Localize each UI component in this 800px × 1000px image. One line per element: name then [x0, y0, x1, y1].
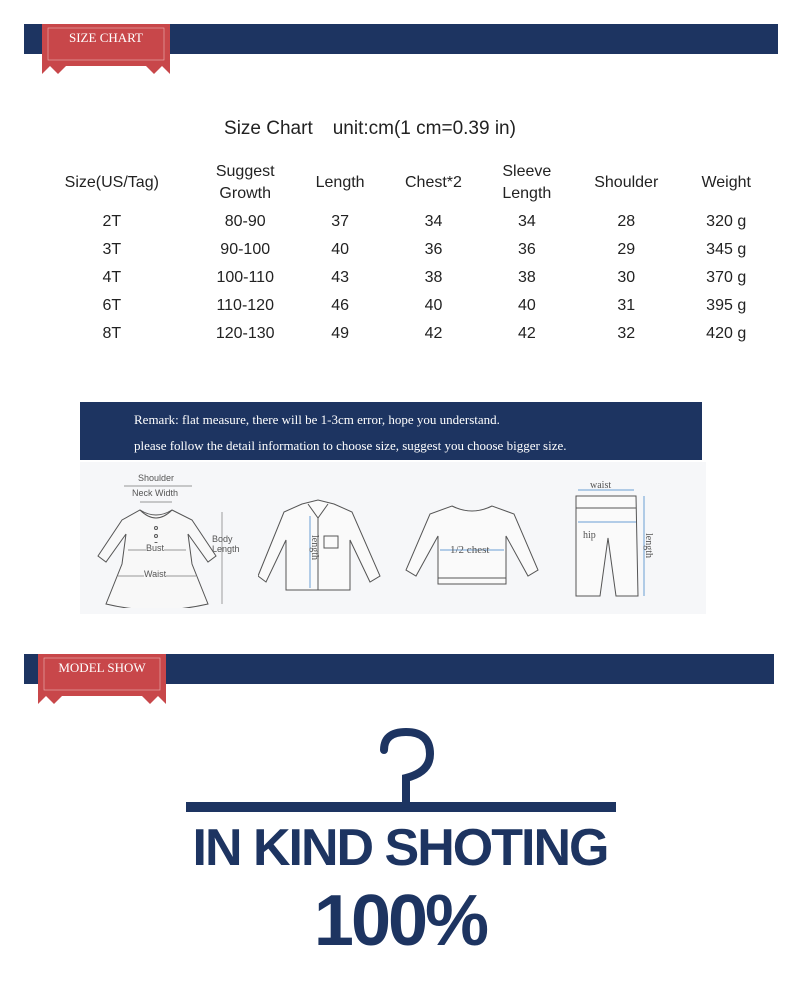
- size-table-cell: 30: [617, 269, 636, 286]
- pants-label-length: length: [643, 533, 654, 558]
- size-table-row: [30, 236, 770, 264]
- size-table-cell: 80-90: [224, 213, 266, 230]
- measurement-diagrams: [80, 462, 706, 614]
- dress-label-shoulder: Shoulder: [138, 473, 175, 483]
- pants-label-hip: hip: [583, 530, 596, 541]
- size-table-cell: 37: [331, 213, 349, 230]
- size-table: [30, 158, 770, 348]
- size-table-header-cell: Weight: [701, 174, 751, 191]
- size-table-cell: 345 g: [706, 241, 747, 258]
- hero-headline: IN KIND SHOTING: [192, 819, 608, 877]
- remark-line-2: please follow the detail information to choose size, suggest you choose bigger size.: [134, 438, 567, 453]
- size-table-cell: 40: [424, 297, 443, 314]
- size-table-row: [30, 292, 770, 320]
- dress-label-neck: Neck Width: [132, 488, 179, 498]
- size-table-cell: 38: [424, 269, 443, 286]
- size-table-cell: 120-130: [215, 325, 275, 342]
- chart-title-text: Size Chart: [224, 118, 313, 139]
- size-table-cell: 40: [331, 241, 349, 258]
- size-table-header-cell: Shoulder: [594, 174, 659, 191]
- remark-box: [80, 402, 702, 460]
- size-table-cell: 6T: [102, 297, 122, 314]
- size-table-cell: 370 g: [706, 269, 747, 286]
- size-table-cell: 2T: [102, 213, 122, 230]
- size-table-cell: 36: [517, 241, 536, 258]
- chart-title: [0, 118, 740, 140]
- size-table-cell: 49: [331, 325, 349, 342]
- dress-label-waist: Waist: [144, 569, 167, 579]
- dress-label-bust: Bust: [146, 543, 165, 553]
- hero-percentage: 100%: [313, 881, 487, 961]
- size-table-header-row: [30, 158, 770, 208]
- size-table-body: [30, 208, 770, 348]
- size-table-cell: 46: [331, 297, 349, 314]
- size-table-cell: 43: [331, 269, 349, 286]
- chart-unit: unit:cm(1 cm=0.39 in): [332, 118, 516, 139]
- size-table-cell: 42: [517, 325, 536, 342]
- size-table-cell: 28: [617, 213, 636, 230]
- hanger-icon: [0, 720, 800, 820]
- size-table-cell: 34: [517, 213, 536, 230]
- size-table-header-cell: Size(US/Tag): [64, 174, 159, 191]
- size-table-row: [30, 208, 770, 236]
- size-table-cell: 42: [424, 325, 443, 342]
- size-table-cell: 8T: [102, 325, 122, 342]
- size-table-cell: 36: [424, 241, 443, 258]
- size-table-cell: 31: [617, 297, 636, 314]
- size-table-cell: 29: [617, 241, 636, 258]
- size-table-cell: 100-110: [216, 269, 274, 286]
- size-table-cell: 90-100: [220, 241, 271, 258]
- size-table-header-cell: Length: [315, 174, 365, 191]
- size-table-cell: 320 g: [706, 213, 747, 230]
- shirt-diagram: [258, 496, 388, 596]
- size-table-row: [30, 264, 770, 292]
- size-table-header-cell: Suggest Growth: [215, 163, 275, 202]
- size-table-cell: 110-120: [216, 297, 274, 314]
- size-table-cell: 38: [517, 269, 536, 286]
- pants-label-waist: waist: [590, 480, 612, 491]
- dress-label-body: Body: [212, 534, 233, 544]
- size-chart-ribbon-label: SIZE CHART: [69, 30, 143, 45]
- size-table-cell: 420 g: [706, 325, 747, 342]
- size-table-row: [30, 320, 770, 348]
- size-table-cell: 32: [617, 325, 636, 342]
- size-table-cell: 395 g: [706, 297, 747, 314]
- size-table-header-cell: Chest*2: [405, 174, 462, 191]
- size-table-header-cell: Sleeve Length: [502, 163, 552, 202]
- size-table-cell: 3T: [102, 241, 122, 258]
- dress-label-length: Length: [212, 544, 240, 554]
- model-show-ribbon-label: MODEL SHOW: [58, 660, 146, 675]
- size-table-cell: 40: [517, 297, 536, 314]
- size-table-cell: 34: [424, 213, 443, 230]
- shirt-label-length: length: [309, 535, 320, 560]
- remark-line-1: Remark: flat measure, there will be 1-3cm error, hope you understand.: [134, 412, 500, 427]
- sweater-label-chest: 1/2 chest: [450, 544, 490, 556]
- size-table-cell: 4T: [102, 269, 122, 286]
